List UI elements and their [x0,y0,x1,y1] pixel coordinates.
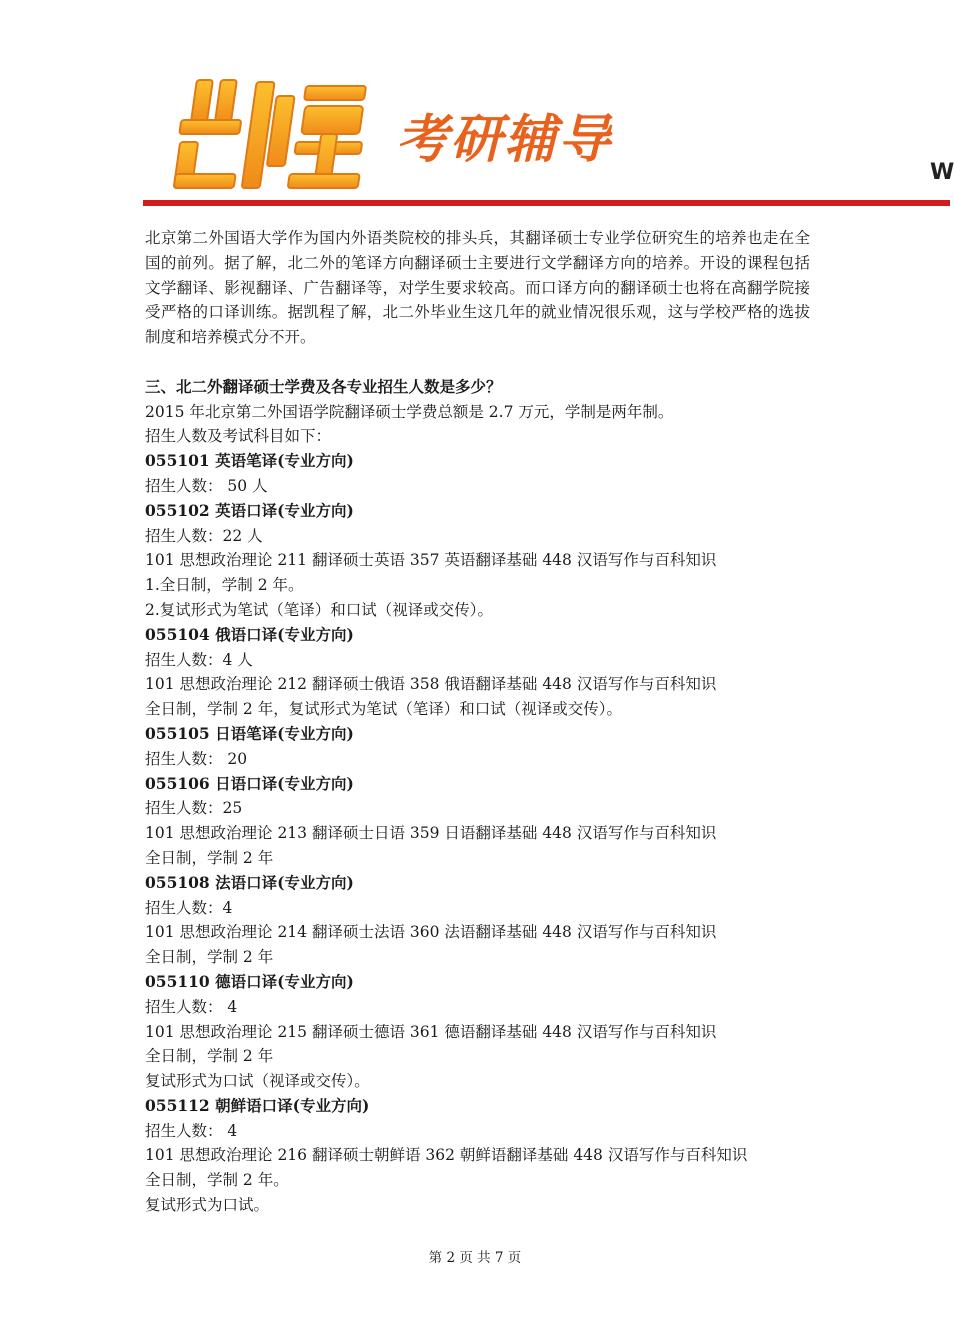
text-line: 招生人数及考试科目如下： [145,427,332,446]
text-line: 101 思想政治理论 211 翻译硕士英语 357 英语翻译基础 448 汉语写作与百科知识 [145,551,717,570]
text-line: 招生人数：4 人 [145,650,253,669]
section-heading: 055101 英语笔译(专业方向) [145,451,354,471]
text-line: 招生人数： 4 [145,1121,238,1140]
text-line: 2015 年北京第二外国语学院翻译硕士学费总额是 2.7 万元，学制是两年制。 [145,402,674,421]
text-line: 101 思想政治理论 212 翻译硕士俄语 358 俄语翻译基础 448 汉语写作与百科知识 [145,675,717,694]
kaicheng-logo-icon [170,72,390,194]
logo-text: 凯程 [170,72,172,73]
logo-subtitle: 考研辅导 [396,110,613,170]
paragraph-spacer [145,350,810,375]
text-line: 复试形式为口试（视译或交传）。 [145,1072,370,1091]
text-line: 全日制，学制 2 年 [145,948,274,967]
text-line: 复试形式为口试。 [145,1196,270,1215]
text-line: 1.全日制，学制 2 年。 [145,576,304,595]
section-heading: 055105 日语笔译(专业方向) [145,723,354,743]
detail-lines [145,375,810,1218]
text-line: 全日制，学制 2 年 [145,848,274,867]
text-line: 招生人数： 50 人 [145,476,268,495]
text-line: 招生人数： 20 [145,749,248,768]
section-heading: 055106 日语口译(专业方向) [145,773,354,793]
header-divider [143,200,950,206]
section-heading: 三、北二外翻译硕士学费及各专业招生人数是多少？ [145,376,502,396]
text-line: 101 思想政治理论 214 翻译硕士法语 360 法语翻译基础 448 汉语写作与百科知识 [145,923,717,942]
section-heading: 055110 德语口译(专业方向) [145,971,354,991]
text-line: 招生人数：22 人 [145,526,263,545]
text-line: 101 思想政治理论 213 翻译硕士日语 359 日语翻译基础 448 汉语写作与百科知识 [145,824,717,843]
text-line: 全日制，学制 2 年。 [145,1171,289,1190]
section-heading: 055102 英语口译(专业方向) [145,500,354,520]
section-heading: 055112 朝鲜语口译(专业方向) [145,1095,370,1115]
header-edge-mark: W [930,160,954,185]
document-body [145,226,810,1218]
text-line: 招生人数： 4 [145,997,238,1016]
text-line: 全日制，学制 2 年，复试形式为笔试（笔译）和口试（视译或交传）。 [145,700,622,719]
section-heading: 055108 法语口译(专业方向) [145,872,354,892]
text-line: 101 思想政治理论 215 翻译硕士德语 361 德语翻译基础 448 汉语写作与百科知识 [145,1022,717,1041]
text-line: 101 思想政治理论 216 翻译硕士朝鲜语 362 朝鲜语翻译基础 448 汉语写作与百科知识 [145,1146,748,1165]
text-line: 招生人数：4 [145,898,233,917]
section-heading: 055104 俄语口译(专业方向) [145,624,354,644]
page-number: 第 2 页 共 7 页 [428,1250,522,1266]
text-line: 全日制，学制 2 年 [145,1047,274,1066]
page-header [0,0,954,210]
text-line: 招生人数：25 [145,799,243,818]
intro-paragraph: 北京第二外国语大学作为国内外语类院校的排头兵，其翻译硕士专业学位研究生的培养也走在全国的前列。据了解，北二外的笔译方向翻译硕士主要进行文学翻译方向的培养。开设的课程包括文学翻译、影视翻译、广告翻译等，对学生要求较高。而口译方向的翻译硕士也将在高翻学院接受严格的口译训练。据凯程了解，北二外毕业生这几年的就业情况很乐观，这与学校严格的选拔制度和培养模式分不开。 [145,229,810,347]
text-line: 2.复试形式为笔试（笔译）和口试（视译或交传）。 [145,600,494,619]
